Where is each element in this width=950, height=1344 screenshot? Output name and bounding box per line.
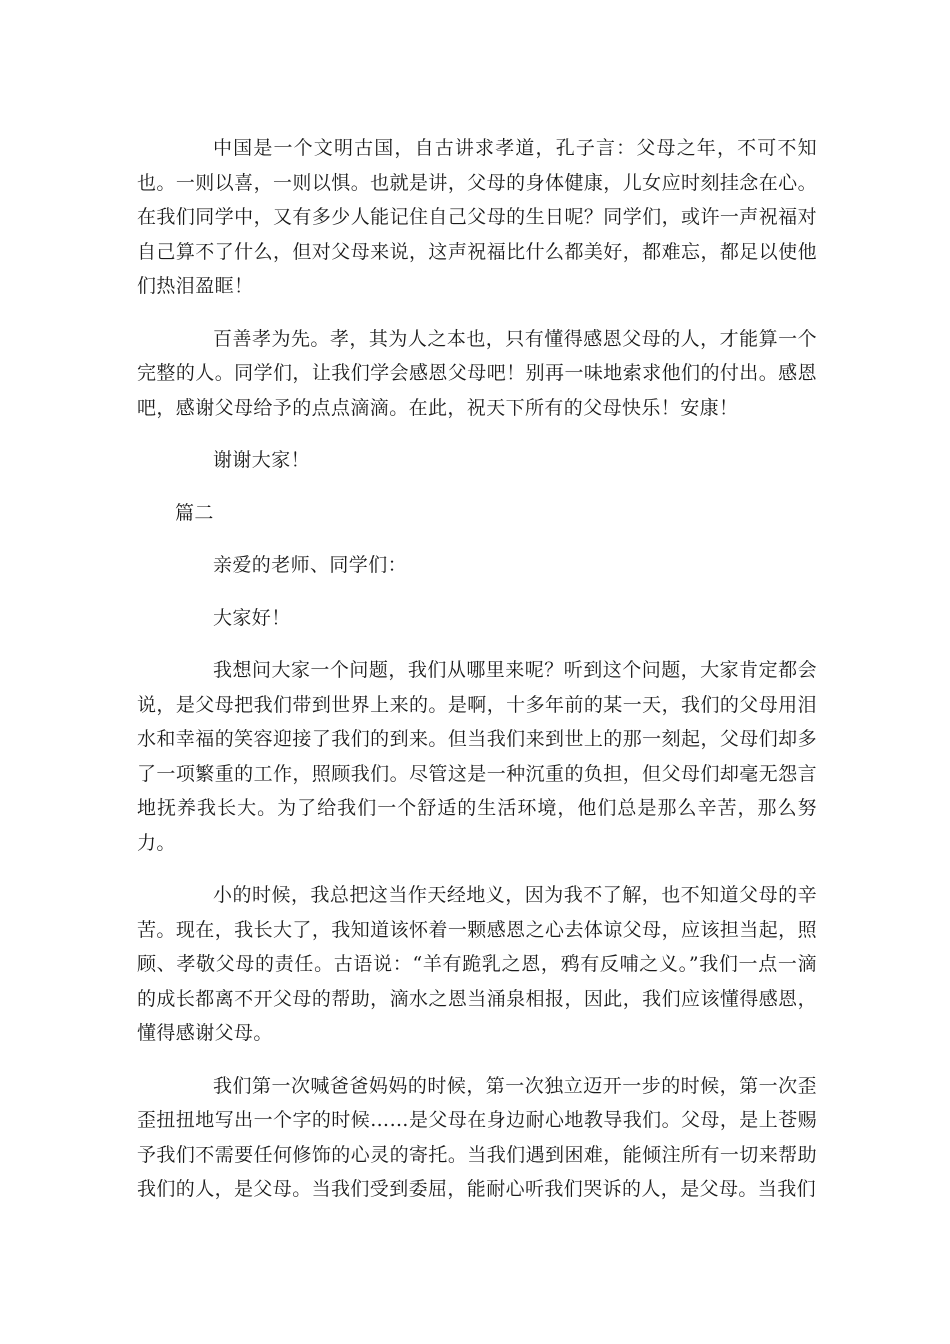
document-body <box>137 131 817 1225</box>
paragraph-first-times: 我们第一次喊爸爸妈妈的时候，第一次独立迈开一步的时候，第一次歪歪扭扭地写出一个字的时候……是父母在身边耐心地教导我们。父母，是上苍赐予我们不需要任何修饰的心灵的寄托。当我们遇到困难，能倾注所有一切来帮助我们的人，是父母。当我们受到委屈，能耐心听我们哭诉的人，是父母。当我们 <box>137 1074 817 1200</box>
section-heading: 篇二 <box>175 501 214 524</box>
paragraph-filial-piety-intro: 中国是一个文明古国，自古讲求孝道，孔子言：父母之年，不可不知也。一则以喜，一则以惧。也就是讲，父母的身体健康，儿女应时刻挂念在心。在我们同学中，又有多少人能记住自己父母的生日呢？同学们，或许一声祝福对自己算不了什么，但对父母来说，这声祝福比什么都美好，都难忘，都足以使他们热泪盈眶！ <box>137 137 817 297</box>
greeting-line: 亲爱的老师、同学们： <box>213 554 408 576</box>
paragraph-gratitude: 百善孝为先。孝，其为人之本也，只有懂得感恩父母的人，才能算一个完整的人。同学们，让我们学会感恩父母吧！别再一味地索求他们的付出。感恩吧，感谢父母给予的点点滴滴。在此，祝天下所有的父母快乐！安康！ <box>137 327 817 419</box>
hello-line: 大家好！ <box>213 606 291 629</box>
paragraph-childhood: 小的时候，我总把这当作天经地义，因为我不了解，也不知道父母的辛苦。现在，我长大了，我知道该怀着一颗感恩之心去体谅父母，应该担当起，照顾、孝敬父母的责任。古语说：“羊有跪乳之恩，鸦有反哺之义。”我们一点一滴的成长都离不开父母的帮助，滴水之恩当涌泉相报，因此，我们应该懂得感恩，懂得感谢父母。 <box>137 884 817 1044</box>
paragraph-thanks: 谢谢大家！ <box>213 449 311 471</box>
paragraph-where-from: 我想问大家一个问题，我们从哪里来呢？听到这个问题，大家肯定都会说，是父母把我们带到世界上来的。是啊，十多年前的某一天，我们的父母用泪水和幸福的笑容迎接了我们的到来。但当我们来到世上的那一刻起，父母们却多了一项繁重的工作，照顾我们。尽管这是一种沉重的负担，但父母们却毫无怨言地抚养我长大。为了给我们一个舒适的生活环境，他们总是那么辛苦，那么努力。 <box>137 659 817 854</box>
